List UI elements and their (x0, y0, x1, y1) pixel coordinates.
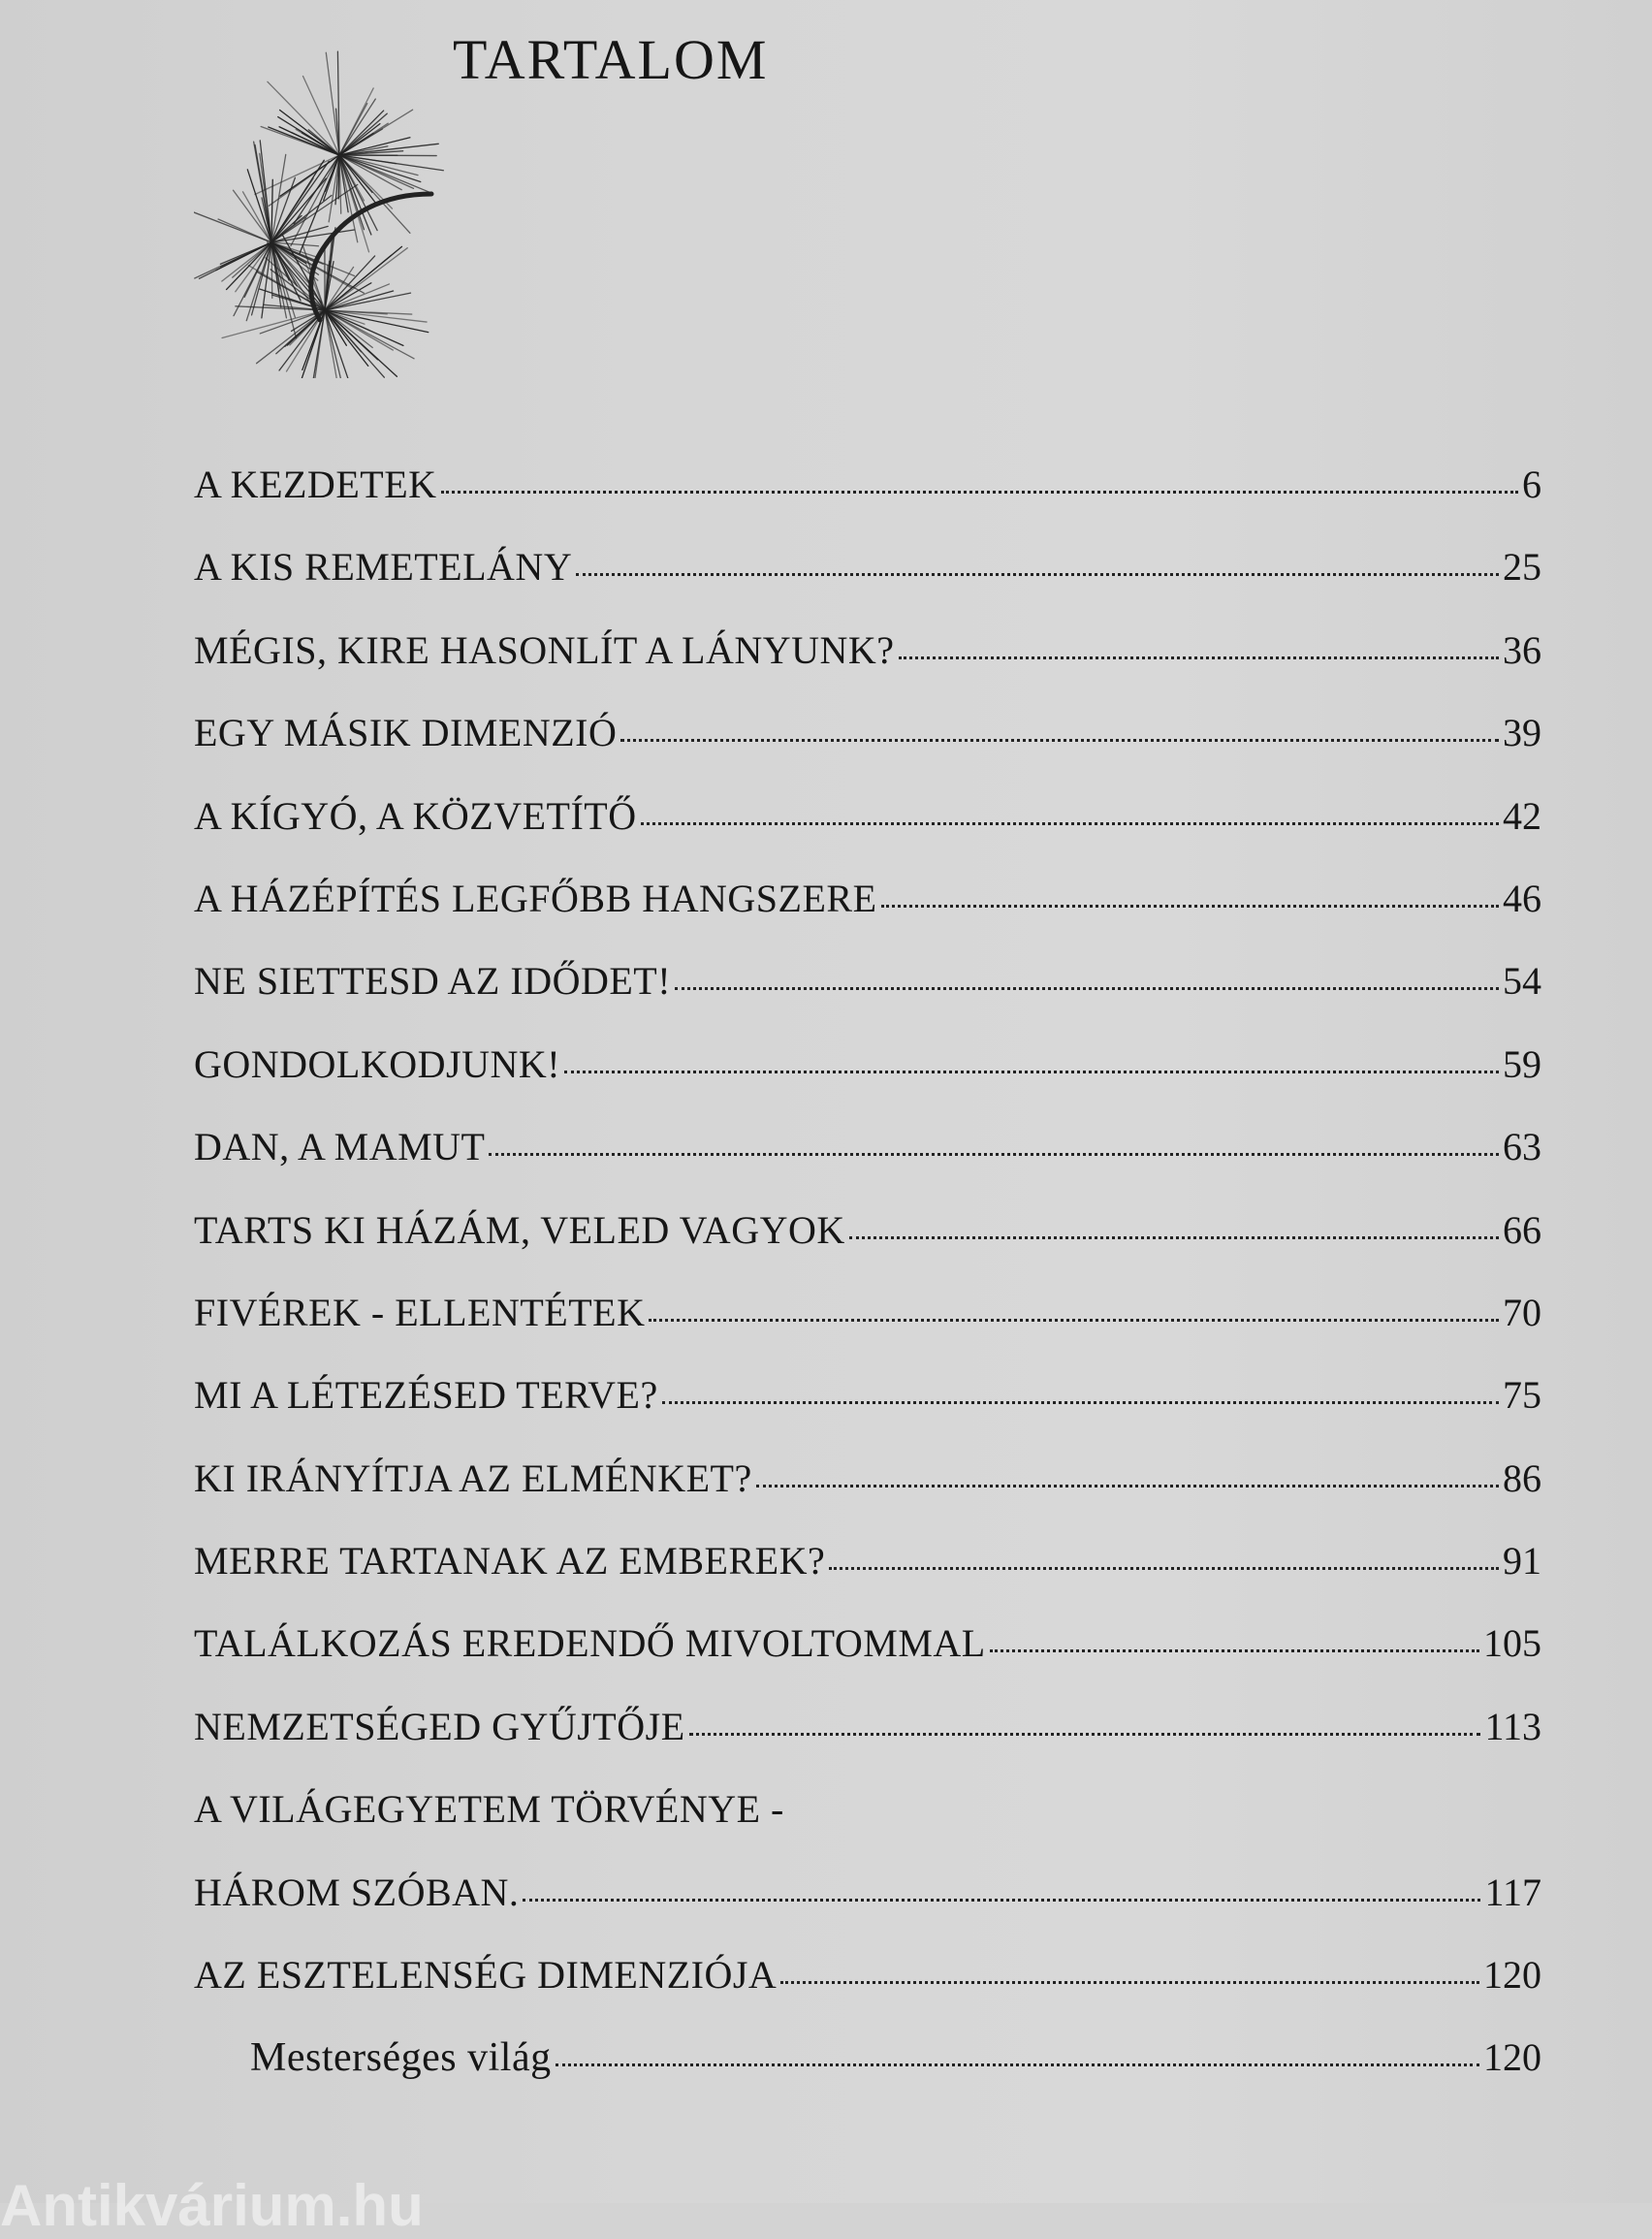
toc-entry (194, 627, 1541, 710)
dot-leader (780, 1981, 1479, 1984)
page-number: 36 (1503, 627, 1541, 673)
watermark: Antikvárium.hu (0, 2172, 424, 2239)
toc-entry (194, 1207, 1541, 1290)
dot-leader (489, 1153, 1499, 1156)
page-number: 117 (1484, 1870, 1541, 1915)
entry-title: A KIS REMETELÁNY (194, 544, 572, 590)
dot-leader (564, 1071, 1499, 1073)
toc-entry (194, 1704, 1541, 1786)
entry-title: MÉGIS, KIRE HASONLÍT A LÁNYUNK? (194, 627, 895, 673)
entry-title: NE SIETTESD AZ IDŐDET! (194, 958, 671, 1004)
entry-title: DAN, A MAMUT (194, 1124, 485, 1169)
entry-title: AZ ESZTELENSÉG DIMENZIÓJA (194, 1952, 777, 1998)
entry-title: HÁROM SZÓBAN. (194, 1870, 519, 1915)
page-number: 66 (1503, 1207, 1541, 1253)
toc-entry (194, 958, 1541, 1040)
dot-leader (849, 1236, 1499, 1239)
toc-entry (194, 1041, 1541, 1124)
page-number: 91 (1503, 1538, 1541, 1583)
toc-entry (194, 710, 1541, 792)
dot-leader (899, 656, 1499, 659)
entry-title: GONDOLKODJUNK! (194, 1041, 560, 1087)
page-title: TARTALOM (453, 27, 768, 92)
toc-entry (194, 1620, 1541, 1703)
page-number: 105 (1483, 1620, 1541, 1666)
entry-title: A KEZDETEK (194, 462, 437, 507)
toc-entry (194, 544, 1541, 626)
dot-leader (829, 1567, 1499, 1570)
page-number: 54 (1503, 958, 1541, 1004)
entry-title: MERRE TARTANAK AZ EMBEREK? (194, 1538, 825, 1583)
dot-leader (641, 822, 1499, 825)
dot-leader (556, 2063, 1479, 2066)
toc-entry (194, 793, 1541, 876)
dot-leader (881, 905, 1499, 908)
table-of-contents (194, 462, 1541, 2118)
dot-leader (576, 573, 1499, 576)
page-number: 120 (1483, 2034, 1541, 2080)
dot-leader (675, 987, 1499, 990)
entry-title: MI A LÉTEZÉSED TERVE? (194, 1372, 658, 1418)
dot-leader (649, 1319, 1499, 1322)
entry-title: A KÍGYÓ, A KÖZVETÍTŐ (194, 793, 637, 839)
entry-title: EGY MÁSIK DIMENZIÓ (194, 710, 617, 755)
dot-leader (662, 1401, 1499, 1404)
page-number: 59 (1503, 1041, 1541, 1087)
toc-entry (194, 1870, 1541, 1952)
page-number: 25 (1503, 544, 1541, 590)
toc-entry (194, 1538, 1541, 1620)
toc-entry (194, 1124, 1541, 1206)
page-number: 42 (1503, 793, 1541, 839)
page-number: 120 (1483, 1952, 1541, 1998)
page-number: 6 (1522, 462, 1541, 507)
page-number: 63 (1503, 1124, 1541, 1169)
dot-leader (620, 739, 1499, 742)
page-number: 39 (1503, 710, 1541, 755)
page-number: 113 (1484, 1704, 1541, 1749)
toc-entry (194, 1372, 1541, 1455)
toc-subentry (194, 2034, 1541, 2117)
page-number: 86 (1503, 1455, 1541, 1501)
toc-entry (194, 462, 1541, 544)
toc-entry (194, 1786, 1541, 1869)
toc-entry (194, 1290, 1541, 1372)
entry-title: NEMZETSÉGED GYŰJTŐJE (194, 1704, 685, 1749)
entry-title: TALÁLKOZÁS EREDENDŐ MIVOLTOMMAL (194, 1620, 986, 1666)
toc-entry (194, 876, 1541, 958)
page-number: 75 (1503, 1372, 1541, 1418)
entry-title: Mesterséges világ (250, 2034, 552, 2081)
toc-entry (194, 1455, 1541, 1538)
entry-title: KI IRÁNYÍTJA AZ ELMÉNKET? (194, 1455, 752, 1501)
page-number: 70 (1503, 1290, 1541, 1335)
toc-entry (194, 1952, 1541, 2034)
dot-leader (990, 1649, 1479, 1652)
pine-branch-illustration (194, 48, 446, 378)
page-number: 46 (1503, 876, 1541, 921)
entry-title: A HÁZÉPÍTÉS LEGFŐBB HANGSZERE (194, 876, 877, 921)
dot-leader (756, 1485, 1499, 1487)
dot-leader (523, 1899, 1480, 1902)
dot-leader (689, 1733, 1481, 1736)
entry-title: TARTS KI HÁZÁM, VELED VAGYOK (194, 1207, 845, 1253)
entry-title: A VILÁGEGYETEM TÖRVÉNYE - (194, 1786, 784, 1832)
entry-title: FIVÉREK - ELLENTÉTEK (194, 1290, 645, 1335)
dot-leader (441, 491, 1518, 494)
